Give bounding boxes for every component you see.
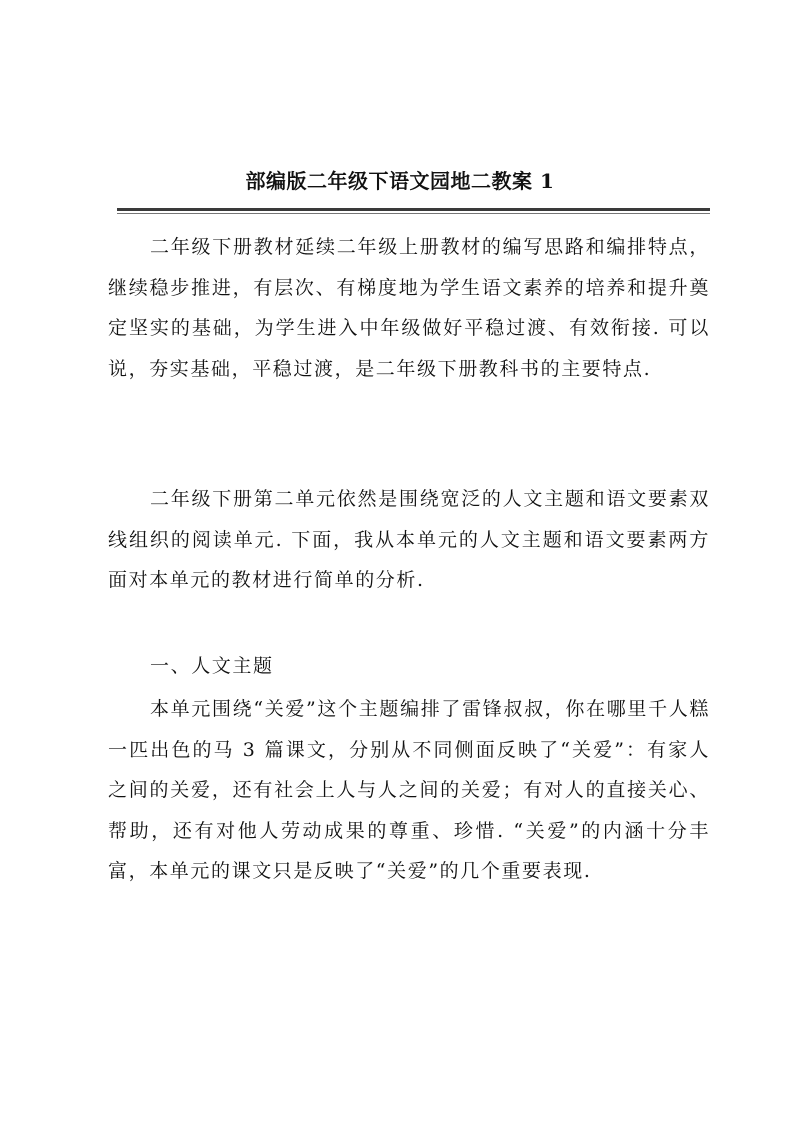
intro-paragraph: 二年级下册教材延续二年级上册教材的编写思路和编排特点，继续稳步推进，有层次、有梯度地为学生语文素养的培养和提升奠定坚实的基础，为学生进入中年级做好平稳过渡、有效衔接. 可以说，夯实基础，平稳过渡，是二年级下册教科书的主要特点. [108,236,710,380]
section-paragraph: 本单元围绕“关爱”这个主题编排了雷锋叔叔，你在哪里千人糕一匹出色的马 3 篇课文，分别从不同侧面反映了“关爱”：有家人之间的关爱，还有社会上人与人之间的关爱；有对人的直接关心、帮助，还有对他人劳动成果的尊重、珍惜. “关爱”的内涵十分丰富，本单元的课文只是反映了“关爱”的几个重要表现. [108,698,710,882]
section-heading: 一、人文主题 [150,655,274,677]
title-underline-thin [117,213,710,214]
title-underline-thick [117,208,710,211]
document-title: 部编版二年级下语文园地二教案 1 [245,169,555,193]
unit-overview-paragraph: 二年级下册第二单元依然是围绕宽泛的人文主题和语文要素双线组织的阅读单元. 下面，我从本单元的人文主题和语文要素两方面对本单元的教材进行简单的分析. [108,488,710,591]
